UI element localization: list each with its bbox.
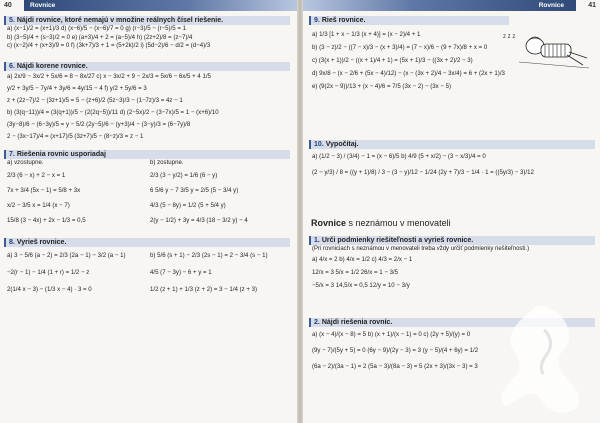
exercise-number: 2.: [314, 319, 320, 326]
equation-row: x/2 − 3/5 x = 1/4 (x − 7): [7, 201, 70, 209]
section-heading-rest: s neznámou v menovateli: [346, 218, 451, 228]
exercise-6: [4, 62, 290, 143]
exercise-7: [4, 150, 290, 228]
equation-row: 2(y − 1/2) + 3y = 4/3 (18 − 3/2 y) − 4: [150, 216, 248, 224]
equation-row: (9y − 7)/(5y + 5) = 0 (6y − 9)/(2y − 3) = 3 (y − 5)/(4 + 6y) = 1/2: [312, 347, 479, 354]
exercise-title: Vyrieš rovnice.: [16, 239, 67, 246]
exercise-number: 10.: [314, 141, 324, 148]
equation-row: b) (3(q−11))/4 = (3(q+1))/5 − (2(2q−5))/11 d) (2−5x)/2 − (3−7x)/5 = 1 − (x+6)/10: [7, 109, 219, 116]
chapter-bar: [303, 0, 576, 11]
equation-row: (3y−8)/6 − (6−3y)/5 = y − 5/2 (2y−5)/6 − (y+3)/4 − (3−y)/3 = (6−7y)/8: [7, 121, 191, 128]
chapter-title: Rovnice: [538, 2, 564, 9]
exercise-number: 8.: [9, 239, 15, 246]
equation-row: y/2 + 3y/5 − 7y/4 + 3y/6 = 4y/15 − 4 f) y/2 + 5y/6 = 3: [7, 85, 147, 92]
exercise-number: 9.: [314, 17, 320, 24]
exercise-title: Nájdi rovnice, ktoré nemajú v množine reálnych čísel riešenie.: [16, 17, 224, 24]
equation-row: e) (9(2x − 9))/13 + (x − 4)/6 = 7/5 (3x − 2) − (3x − 5): [312, 83, 452, 90]
right-page: [303, 0, 600, 423]
equation-row: b) 5/6 (s + 1) − 2/3 (2s − 1) = 2 − 3/4 (s − 1): [150, 252, 268, 259]
equation-row: 12/x = 3 5/x = 1/2 26/x = 1 − 3/5: [312, 269, 399, 276]
equation-row: a) (x − 4)/(x − 8) = 5 b) (x + 1)/(x − 1) = 0 c) (2y + 5)/(y) = 0: [312, 331, 471, 338]
chapter-bar: [24, 0, 297, 11]
column-heading: b) zostupne.: [150, 159, 184, 166]
exercise-title: Urči podmienky riešiteľnosti a vyrieš rovnice.: [321, 237, 474, 244]
equation-row: 1/2 (z + 1) + 1/3 (z + 2) = 3 − 1/4 (z + 3): [150, 286, 258, 293]
watermark-logo: [499, 300, 589, 418]
exercise-5: [4, 16, 290, 51]
equation-row: 2/3 (6 − x) + 2 − x = 1: [7, 171, 66, 179]
exercise-9: [309, 16, 509, 25]
sleeping-boy-illustration: [499, 22, 594, 74]
equation-row: −2(r − 1) − 1/4 (1 + r) = 1/2 − z: [7, 269, 90, 276]
exercise-10: [309, 140, 595, 181]
equation-row: (2 − y/3) / 8 = ((y + 1)/8) / 3 − (3 − y)/12 − 1/24 (2y + 7)/3 − 1/4 · 1 = ((5y/3) − 3)/12: [312, 169, 534, 176]
page-number: 40: [4, 2, 12, 9]
left-page: [0, 0, 297, 423]
section-heading-main: Rovnice: [311, 218, 347, 228]
equation-row: 15/8 (3 − 4x) + 2x − 1/3 = 0,5: [7, 216, 86, 224]
equation-row: 2/3 (3 − y/2) = 1/6 (6 − y): [150, 171, 218, 179]
equation-row: (6a − 2)/(3a − 1) = 2 (5a − 3)/(8a − 3) = 5 (2x + 3)/(3x − 3) = 3: [312, 363, 478, 370]
equation-row: −5/x = 3 14,5/x = 0,5 12/y = 10 − 3/y: [312, 282, 410, 289]
equation-row: 6 5/6 y − 7 3/5 y = 2/5 (5 − 3/4 y): [150, 186, 239, 194]
exercise-8: [4, 238, 290, 298]
page-number: 41: [588, 2, 596, 9]
equation-row: a) 1/3 [1 + x − 1/3 (x + 4)] = (x − 2)/4 + 1: [312, 31, 421, 38]
equation-row: c) (3(x + 1))/2 − ((x + 1)/4 + 1) = (5x + 1)/3 − ((3x + 2)/2 − 3): [312, 57, 473, 64]
column-heading: a) vzostupne.: [7, 159, 44, 166]
equation-row: d) 9x/8 − (x − 2/6 + (5x − 4)/12) − (x − (3x + 2)/4 − 3x/4) = 6 + (2x + 1)/3: [312, 70, 505, 77]
exercise-title: Vypočítaj.: [325, 141, 359, 148]
equation-row: a) (1/2 − 3) / (3/4) − 1 = (x − 6)/5 b) 4/9 (5 + x/2) − (3 − x/3)/4 = 0: [312, 153, 486, 160]
chapter-title: Rovnice: [30, 2, 56, 9]
equation-row: z + (2z−7)/2 − (3z+1)/5 = 5 − (z+6)/2 (5z−3)/3 − (1−7z)/3 = 4z − 1: [7, 97, 183, 104]
exercise-number: 5.: [9, 17, 15, 24]
exercise-1: [309, 236, 595, 292]
equation-row: a) 4/x = 2 b) 4/x = 1/2 c) 4/3 = 2/x − 1: [312, 256, 413, 263]
svg-text:z z z: z z z: [503, 34, 516, 40]
exercise-number: 1.: [314, 237, 320, 244]
equation-row: 7x + 3/4 (5x − 1) = 5/8 + 3x: [7, 186, 81, 194]
equation-row: a) 2x/9 − 3x/2 + 5x/6 = 8 − 8x/27 c) x − 3x/2 + 9 − 2x/3 = 5x/6 − 6x/5 + 4 1/5: [7, 73, 211, 80]
exercise-title: Nájdi riešenia rovníc.: [321, 319, 393, 326]
exercise-title: Rieš rovnice.: [321, 17, 366, 24]
equation-row: b) (3−5)/4 + (s−3)/2 = 0 e) (a+3)/4 + 2 = (a−5)/4 h) (2z+2)/8 = (z−7)/4: [7, 33, 193, 41]
section-heading: [311, 218, 451, 228]
equation-row: c) (x−2)/4 + (x+3)/9 = 0 f) (3k+7)/3 + 1 = (5+2k)/2 i) (5d−2)/6 − d/2 = (d−4)/3: [7, 42, 211, 49]
equation-row: a) 3 − 5/6 (a − 2) = 2/3 (2a − 1) − 3/2 (a − 1): [7, 252, 126, 259]
exercise-title: Riešenia rovnic usporiadaj: [16, 151, 106, 158]
equation-row: a) (x−1)/2 = (x+1)/3 d) (x−6)/5 − (x−6)/7 = 0 g) (r−3)/5 − (r−5)/5 = 1: [7, 25, 186, 32]
exercise-number: 6.: [9, 63, 15, 70]
equation-row: 2 − (3x−17)/4 = (x+17)/5 (3z+7)/5 − (8−z)/3 = z − 1: [7, 133, 144, 140]
exercise-title: Nájdi korene rovnice.: [16, 63, 88, 70]
equation-row: b) (3 − z)/2 − ((7 − x)/3 − (x + 3)/4) = (7 − x)/6 − (9 + 7x)/8 + x = 0: [312, 44, 488, 51]
exercise-subtitle: (Pri rovniciach s neznámou v menovateli treba vždy určiť podmienky riešiteľnosti.): [312, 246, 530, 252]
equation-row: 4/5 (7 − 3y) − 6 + y = 1: [150, 269, 212, 276]
equation-row: 2(1/4 x − 3) − (1/3 x − 4) · 3 = 0: [7, 286, 92, 293]
equation-row: 4/3 (5 − 8y) = 1/2 (5 + 5/4 y): [150, 201, 226, 209]
exercise-number: 7.: [9, 151, 15, 158]
